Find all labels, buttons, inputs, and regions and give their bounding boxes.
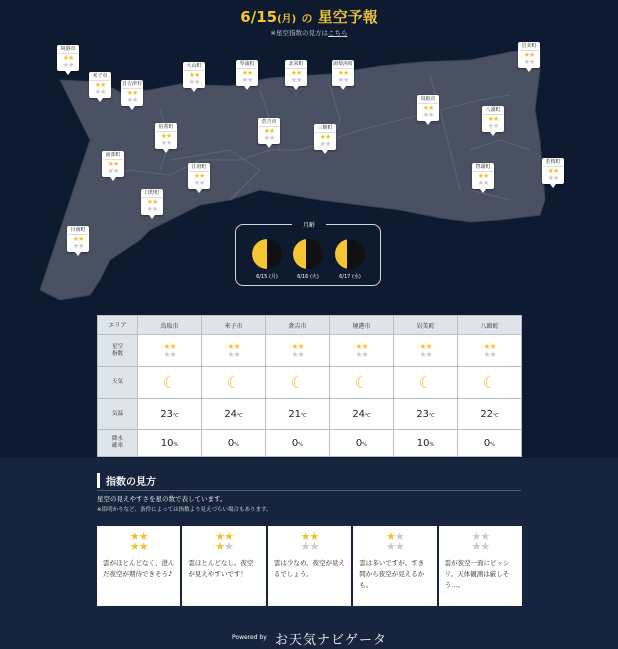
- moon-phase-icon: [252, 239, 282, 269]
- map-pin-label: 智頭町: [473, 164, 493, 172]
- column-header: 境港市: [330, 316, 394, 335]
- map-pin-stars: [142, 199, 162, 213]
- star-icon: ★: [132, 96, 138, 104]
- star-icon: ★: [233, 349, 240, 359]
- star-icon: ★: [129, 540, 139, 553]
- map-pin[interactable]: [482, 106, 504, 132]
- map-pin-stars: [122, 90, 142, 104]
- map-pin[interactable]: [332, 60, 354, 86]
- star-icon: ★: [290, 76, 296, 84]
- map-pin[interactable]: [102, 151, 124, 177]
- star-icon: ★: [68, 61, 74, 69]
- column-header: 鳥取市: [138, 316, 202, 335]
- star-icon: ★: [78, 235, 84, 243]
- star-rating-cell: [202, 335, 266, 367]
- map-pin-label: 大山町: [184, 63, 204, 71]
- divider: [97, 490, 521, 491]
- star-icon: ★: [160, 139, 166, 147]
- star-icon: ★: [309, 530, 319, 543]
- moon-date: 6/16 (火): [297, 274, 319, 280]
- star-icon: ★: [107, 167, 113, 175]
- star-icon: ★: [419, 349, 426, 359]
- star-rating-cell: [266, 335, 330, 367]
- star-icon: ★: [422, 111, 428, 119]
- map-pin-stars: [237, 70, 257, 84]
- star-icon: ★: [215, 540, 225, 553]
- star-icon: ★: [269, 127, 275, 135]
- star-icon: ★: [325, 140, 331, 148]
- star-icon: ★: [152, 205, 158, 213]
- map-pin-stars: [483, 116, 503, 130]
- map-pin-label: 三朝町: [315, 125, 335, 133]
- star-icon: ★: [300, 530, 310, 543]
- star-rating-cell: [330, 335, 394, 367]
- star-icon: ★: [309, 540, 319, 553]
- star-icon: ★: [290, 69, 296, 77]
- temp-cell: 21℃: [266, 399, 330, 430]
- map-pin-stars: [90, 82, 110, 96]
- map-pin-label: 日吉津村: [122, 81, 143, 87]
- legend-card: [439, 526, 522, 606]
- map-pin-stars: [543, 168, 563, 182]
- star-icon: ★: [163, 341, 170, 351]
- legend-text: 雲は少なめ。夜空が見えるでしょう。: [273, 559, 346, 578]
- star-icon: ★: [199, 172, 205, 180]
- legend-stars: [188, 532, 259, 552]
- map-pin-stars: [333, 70, 353, 84]
- star-icon: ★: [188, 71, 194, 79]
- table-row: [98, 335, 522, 367]
- temp-cell: 22℃: [458, 399, 522, 430]
- map-pin-stars: [315, 134, 335, 148]
- row-header-rain: 降水 確率: [98, 430, 138, 457]
- star-icon: ★: [300, 540, 310, 553]
- legend-text: 雲が夜空一面にビッシリ。天体観測は厳しそう…。: [444, 559, 510, 589]
- map-pin[interactable]: [518, 42, 540, 68]
- map-pin-stars: [259, 128, 279, 142]
- star-icon: ★: [227, 349, 234, 359]
- star-icon: ★: [325, 133, 331, 141]
- moon-date: 6/17 (水): [339, 274, 361, 280]
- map-pin-label: 境港市: [58, 46, 78, 54]
- star-icon: ★: [355, 341, 362, 351]
- star-icon: ★: [247, 76, 253, 84]
- map-pin[interactable]: [155, 123, 177, 149]
- map-pin[interactable]: [67, 226, 89, 252]
- star-icon: ★: [94, 88, 100, 96]
- star-icon: ★: [269, 134, 275, 142]
- row-header-temp: 気温: [98, 399, 138, 430]
- star-icon: ★: [296, 76, 302, 84]
- legend-stars: [274, 532, 345, 552]
- legend-card: [182, 526, 265, 606]
- map-pin-stars: [68, 236, 88, 250]
- column-header: 倉吉市: [266, 316, 330, 335]
- star-icon: ★: [263, 134, 269, 142]
- star-icon: ★: [297, 341, 304, 351]
- star-rating-cell: [458, 335, 522, 367]
- legend-text: 雲ほとんどなし。夜空が見えやすいです！: [188, 559, 254, 578]
- row-header-stars: 星空 指数: [98, 335, 138, 367]
- map-pin-label: 北栄町: [286, 61, 306, 69]
- star-icon: ★: [477, 172, 483, 180]
- temp-cell: 24℃: [330, 399, 394, 430]
- row-header-weather: 天気: [98, 367, 138, 399]
- index-guide-link[interactable]: こちら: [327, 29, 348, 37]
- map-pin[interactable]: [183, 62, 205, 88]
- star-icon: ★: [224, 530, 233, 543]
- star-icon: ★: [138, 540, 148, 553]
- star-icon: ★: [361, 349, 368, 359]
- star-icon: ★: [78, 242, 84, 250]
- star-rating-cell: [394, 335, 458, 367]
- star-icon: ★: [152, 198, 158, 206]
- column-header: 米子市: [202, 316, 266, 335]
- star-icon: ★: [483, 179, 489, 187]
- moon-phase-panel: [235, 224, 381, 286]
- star-icon: ★: [425, 341, 432, 351]
- star-icon: ★: [113, 167, 119, 175]
- star-icon: ★: [553, 167, 559, 175]
- map-pin[interactable]: [89, 72, 111, 98]
- star-icon: ★: [263, 127, 269, 135]
- star-icon: ★: [493, 115, 499, 123]
- map-pin-stars: [103, 161, 123, 175]
- star-icon: ★: [529, 51, 535, 59]
- table-row: [98, 367, 522, 399]
- legend-text: 雲がほとんどなく、澄んだ夜空が期待できそう♪: [103, 559, 175, 578]
- star-icon: ★: [132, 89, 138, 97]
- guide-title: 指数の見方: [97, 473, 156, 488]
- star-icon: ★: [138, 530, 148, 543]
- star-icon: ★: [199, 179, 205, 187]
- star-icon: ★: [233, 341, 240, 351]
- star-icon: ★: [493, 122, 499, 130]
- map-pin-stars: [286, 70, 306, 84]
- map-pin-label: 鳥取市: [418, 96, 438, 104]
- map-pin-label: 倉吉市: [259, 119, 279, 127]
- legend-text: 雲は多いですが、すき間から夜空が見えるかも。: [359, 559, 425, 589]
- star-icon: ★: [194, 78, 200, 86]
- star-icon: ★: [483, 172, 489, 180]
- star-icon: ★: [355, 349, 362, 359]
- star-icon: ★: [291, 349, 298, 359]
- rain-cell: 0%: [266, 430, 330, 457]
- star-icon: ★: [224, 540, 233, 553]
- star-icon: ★: [194, 71, 200, 79]
- index-guide-section: [0, 458, 618, 649]
- star-icon: ★: [477, 179, 483, 187]
- map-pin-label: 若桜町: [543, 159, 563, 167]
- index-guide-note: ※星空指数の見方はこちら: [270, 29, 348, 37]
- star-icon: ★: [425, 349, 432, 359]
- star-icon: ★: [160, 132, 166, 140]
- map-pin-stars: [189, 173, 209, 187]
- crescent-moon-icon: ☾: [394, 367, 458, 399]
- star-icon: ★: [343, 69, 349, 77]
- legend-stars: [359, 532, 430, 552]
- star-icon: ★: [296, 69, 302, 77]
- map-pin-label: 八頭町: [483, 107, 503, 115]
- star-icon: ★: [126, 96, 132, 104]
- rain-cell: 0%: [330, 430, 394, 457]
- star-icon: ★: [146, 198, 152, 206]
- brand-logo[interactable]: お天気ナビゲータ: [275, 633, 388, 648]
- star-icon: ★: [166, 132, 172, 140]
- star-icon: ★: [489, 349, 496, 359]
- table-header-row: [98, 316, 522, 335]
- rain-cell: 0%: [202, 430, 266, 457]
- star-icon: ★: [241, 69, 247, 77]
- star-icon: ★: [113, 160, 119, 168]
- star-icon: ★: [483, 341, 490, 351]
- star-icon: ★: [428, 104, 434, 112]
- legend-card: [353, 526, 436, 606]
- star-icon: ★: [62, 61, 68, 69]
- star-icon: ★: [100, 88, 106, 96]
- map-pin[interactable]: [188, 163, 210, 189]
- star-icon: ★: [126, 89, 132, 97]
- star-icon: ★: [523, 51, 529, 59]
- map-pin-label: 湯梨浜町: [333, 61, 354, 67]
- guide-description: 星空の見えやすさを星の数で表しています。: [97, 495, 227, 503]
- star-icon: ★: [146, 205, 152, 213]
- rain-cell: 0%: [458, 430, 522, 457]
- map-pin-stars: [418, 105, 438, 119]
- rain-cell: 10%: [394, 430, 458, 457]
- star-icon: ★: [247, 69, 253, 77]
- star-icon: ★: [529, 58, 535, 66]
- column-header: 八頭町: [458, 316, 522, 335]
- star-icon: ★: [169, 341, 176, 351]
- map-pin-stars: [184, 72, 204, 86]
- map-pin-stars: [156, 133, 176, 147]
- map-pin-stars: [58, 55, 78, 69]
- map-pin[interactable]: [236, 60, 258, 86]
- legend-stars: [103, 532, 174, 552]
- star-icon: ★: [100, 81, 106, 89]
- moon-phase-icon: [335, 239, 365, 269]
- star-icon: ★: [337, 76, 343, 84]
- star-icon: ★: [297, 349, 304, 359]
- crescent-moon-icon: ☾: [138, 367, 202, 399]
- star-icon: ★: [489, 341, 496, 351]
- table-row: [98, 430, 522, 457]
- star-icon: ★: [483, 349, 490, 359]
- star-icon: ★: [553, 174, 559, 182]
- star-icon: ★: [163, 349, 170, 359]
- star-rating-cell: [138, 335, 202, 367]
- star-icon: ★: [319, 133, 325, 141]
- star-icon: ★: [386, 530, 395, 543]
- legend-card: [268, 526, 351, 606]
- star-icon: ★: [72, 235, 78, 243]
- guide-caveat: ※街明かりなど、条件によっては指数より見えづらい場合もあります。: [97, 507, 272, 513]
- star-icon: ★: [419, 341, 426, 351]
- page-title: 6/15(月) の 星空予報: [240, 8, 378, 26]
- legend-stars: [445, 532, 516, 552]
- map-pin[interactable]: [542, 158, 564, 184]
- star-icon: ★: [62, 54, 68, 62]
- table-row: [98, 399, 522, 430]
- moon-phase-icon: [293, 239, 323, 269]
- star-icon: ★: [428, 111, 434, 119]
- map-pin[interactable]: [141, 189, 163, 215]
- temp-cell: 23℃: [394, 399, 458, 430]
- area-header: エリア: [98, 316, 138, 335]
- star-icon: ★: [94, 81, 100, 89]
- map-pin[interactable]: [472, 163, 494, 189]
- crescent-moon-icon: ☾: [202, 367, 266, 399]
- star-icon: ★: [169, 349, 176, 359]
- star-icon: ★: [487, 122, 493, 130]
- star-icon: ★: [480, 540, 490, 553]
- map-pin[interactable]: [57, 45, 79, 71]
- map-pin-label: 日南町: [68, 227, 88, 235]
- crescent-moon-icon: ☾: [266, 367, 330, 399]
- star-icon: ★: [215, 530, 225, 543]
- star-icon: ★: [227, 341, 234, 351]
- crescent-moon-icon: ☾: [330, 367, 394, 399]
- star-icon: ★: [68, 54, 74, 62]
- crescent-moon-icon: ☾: [458, 367, 522, 399]
- star-icon: ★: [193, 172, 199, 180]
- star-icon: ★: [361, 341, 368, 351]
- map-pin-stars: [473, 173, 493, 187]
- star-icon: ★: [480, 530, 490, 543]
- map-pin-label: 岩美町: [519, 43, 539, 51]
- star-icon: ★: [107, 160, 113, 168]
- map-pin-label: 日野町: [142, 190, 162, 198]
- map-pin[interactable]: [121, 80, 143, 106]
- star-icon: ★: [547, 174, 553, 182]
- legend-card: [97, 526, 180, 606]
- star-icon: ★: [193, 179, 199, 187]
- map-pin[interactable]: [417, 95, 439, 121]
- star-icon: ★: [394, 530, 404, 543]
- star-icon: ★: [487, 115, 493, 123]
- star-icon: ★: [422, 104, 428, 112]
- forecast-table: [97, 315, 522, 457]
- star-icon: ★: [547, 167, 553, 175]
- map-pin[interactable]: [258, 118, 280, 144]
- star-icon: ★: [343, 76, 349, 84]
- map-pin-label: 伯耆町: [156, 124, 176, 132]
- star-icon: ★: [523, 58, 529, 66]
- rain-cell: 10%: [138, 430, 202, 457]
- temp-cell: 23℃: [138, 399, 202, 430]
- star-icon: ★: [241, 76, 247, 84]
- star-icon: ★: [471, 530, 481, 543]
- map-pin[interactable]: [314, 124, 336, 150]
- moon-phase-label: 月齢: [292, 220, 326, 229]
- powered-by-label: Powered by: [232, 634, 267, 641]
- star-icon: ★: [129, 530, 139, 543]
- star-index-legend: [97, 526, 522, 606]
- map-pin[interactable]: [285, 60, 307, 86]
- star-icon: ★: [471, 540, 481, 553]
- map-pin-label: 江府町: [189, 164, 209, 172]
- star-icon: ★: [291, 341, 298, 351]
- temp-cell: 24℃: [202, 399, 266, 430]
- star-icon: ★: [319, 140, 325, 148]
- map-pin-stars: [519, 52, 539, 66]
- map-pin-label: 琴浦町: [237, 61, 257, 69]
- star-icon: ★: [166, 139, 172, 147]
- map-pin-label: 南部町: [103, 152, 123, 160]
- star-icon: ★: [337, 69, 343, 77]
- column-header: 岩美町: [394, 316, 458, 335]
- map-pin-label: 米子市: [90, 73, 110, 81]
- star-icon: ★: [188, 78, 194, 86]
- star-icon: ★: [394, 540, 404, 553]
- star-icon: ★: [386, 540, 395, 553]
- moon-date: 6/15 (月): [256, 274, 278, 280]
- star-icon: ★: [72, 242, 78, 250]
